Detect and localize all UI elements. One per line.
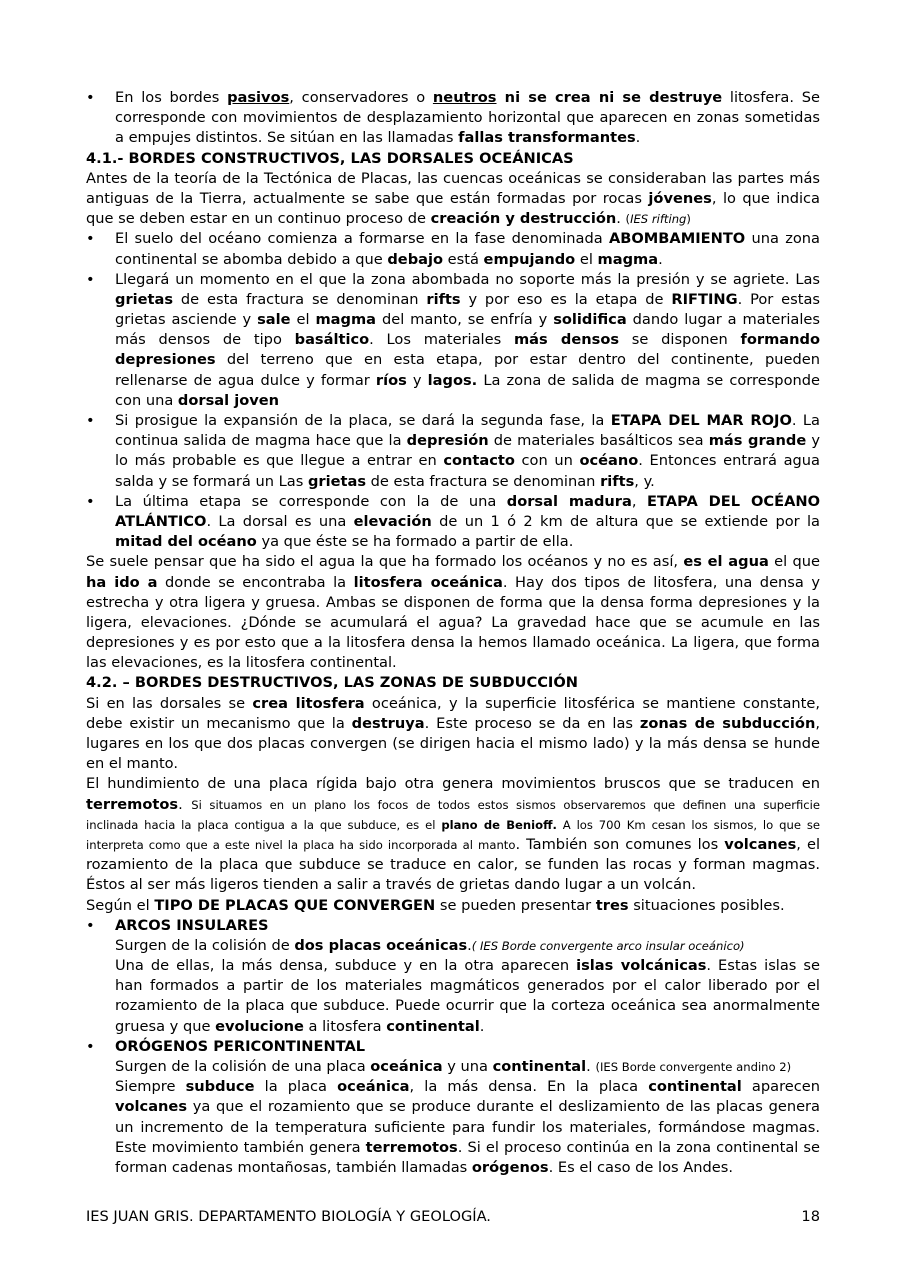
text-line: [86, 189, 820, 209]
line-text: Si en las dorsales se crea litosfera oceánica, y la superficie litosférica se mantiene constante,: [86, 694, 820, 712]
line-text: mitad del océano ya que éste se ha formado a partir de ella.: [115, 533, 574, 551]
text-line: [86, 1138, 820, 1158]
text-line: [86, 1017, 820, 1037]
section-heading: [86, 149, 820, 169]
line-text: Según el TIPO DE PLACAS QUE CONVERGEN se pueden presentar tres situaciones posibles.: [86, 896, 785, 914]
text-line: [86, 774, 820, 794]
line-text: Siempre subduce la placa oceánica, la más densa. En la placa continental aparecen: [115, 1078, 820, 1096]
line-text: 4.1.- BORDES CONSTRUCTIVOS, LAS DORSALES OCEÁNICAS: [86, 149, 574, 167]
text-line: [86, 754, 820, 774]
line-text: lugares en los que dos placas convergen (se dirigen hacia el mismo lado) y la más densa se hunde: [86, 735, 820, 752]
line-text: continental se abomba debido a que debajo está empujando el magma.: [115, 250, 663, 268]
line-text: Una de ellas, la más densa, subduce y en la otra aparecen islas volcánicas. Estas islas se: [115, 957, 820, 975]
text-line: [86, 1077, 820, 1097]
line-text: debe existir un mecanismo que la destruya. Este proceso se da en las zonas de subducción,: [86, 714, 820, 732]
line-text: El hundimiento de una placa rígida bajo otra genera movimientos bruscos que se traducen en: [86, 775, 820, 793]
line-text: un incremento de la temperatura suficiente para fundir los materiales, formándose magmas.: [115, 1118, 820, 1136]
text-line: [86, 855, 820, 875]
line-text: rozamiento de la placa que subduce. Puede ocurrir que la corteza oceánica sea anormalmente: [115, 997, 820, 1015]
text-line: [86, 956, 820, 976]
bullet-icon: •: [86, 492, 95, 510]
bullet-line: [86, 270, 820, 290]
text-line: [86, 835, 820, 855]
text-line: [86, 371, 820, 391]
line-text: han formados a partir de los materiales magmáticos generados por el calor liberado por el: [115, 977, 820, 995]
line-text: más densos de tipo basáltico. Los materiales más densos se disponen formando: [115, 331, 820, 349]
line-text: Este movimiento también genera terremotos. Si el proceso continúa en la zona continental se: [115, 1138, 820, 1156]
line-text: antiguas de la Tierra, actualmente se sabe que están formadas por rocas jóvenes, lo que indica: [86, 189, 820, 207]
text-line: [86, 1118, 820, 1138]
text-line: [86, 653, 820, 673]
text-line: [86, 391, 820, 411]
bullet-icon: •: [86, 270, 95, 288]
text-line: [86, 936, 820, 956]
line-text: depresiones del terreno que en esta etapa, por estar dentro del continente, pueden: [115, 351, 820, 369]
bullet-line: [86, 229, 820, 249]
line-text: Llegará un momento en el que la zona abombada no soporte más la presión y se agriete. Las: [115, 270, 820, 288]
line-text: inclinada hacia la placa contigua a la que subduce, es el plano de Benioff. A los 700 Km cesan los sismos, lo que se: [86, 817, 820, 832]
line-text: forman cadenas montañosas, también llamadas orógenos. Es el caso de los Andes.: [115, 1158, 733, 1176]
text-line: [86, 815, 820, 835]
text-line: [86, 128, 820, 148]
line-text: ARCOS INSULARES: [115, 916, 269, 934]
text-line: [86, 734, 820, 754]
text-line: [86, 1097, 820, 1117]
line-text: grietas de esta fractura se denominan rifts y por eso es la etapa de RIFTING. Por estas: [115, 290, 821, 308]
text-line: [86, 1057, 820, 1077]
text-line: [86, 996, 820, 1016]
line-text: continua salida de magma hace que la depresión de materiales basálticos sea más grande y: [115, 432, 820, 450]
text-line: [86, 209, 820, 229]
line-text: lo más probable es que llegue a entrar en contacto con un océano. Entonces entrará agua: [115, 452, 820, 470]
line-text: que se deben estar en un continuo proceso de creación y destrucción. (IES rifting): [86, 210, 691, 228]
line-text: El suelo del océano comienza a formarse en la fase denominada ABOMBAMIENTO una zona: [115, 230, 820, 248]
text-line: [86, 1158, 820, 1178]
bullet-icon: •: [86, 916, 95, 934]
line-text: Antes de la teoría de la Tectónica de Placas, las cuencas oceánicas se consideraban las partes más: [86, 169, 820, 187]
text-line: [86, 472, 820, 492]
line-text: Surgen de la colisión de dos placas oceánicas.( IES Borde convergente arco insular oceánico): [115, 936, 745, 954]
page-number: 18: [801, 1208, 820, 1225]
line-text: ORÓGENOS PERICONTINENTAL: [115, 1037, 366, 1055]
footer-text: IES JUAN GRIS. DEPARTAMENTO BIOLOGÍA Y GEOLOGÍA.: [86, 1208, 491, 1225]
text-line: [86, 431, 820, 451]
bullet-icon: •: [86, 89, 95, 106]
document-body: [86, 88, 820, 1178]
bullet-line: [86, 916, 820, 936]
line-text: volcanes ya que el rozamiento que se produce durante el deslizamiento de las placas genera: [115, 1098, 820, 1116]
line-text: salda y se formará un Las grietas de esta fractura se denominan rifts, y.: [115, 472, 655, 490]
line-text: ligera, elevaciones. ¿Dónde se acumulará el agua? La gravedad hace que se acumule en las: [86, 613, 820, 631]
page-footer: [86, 1207, 820, 1227]
line-text: En los bordes pasivos, conservadores o neutros ni se crea ni se destruye litosfera. Se: [115, 89, 820, 106]
line-text: Se suele pensar que ha sido el agua la que ha formado los océanos y no es así, es el agua el que: [86, 553, 820, 571]
text-line: [86, 310, 820, 330]
line-text: las elevaciones, es la litosfera continental.: [86, 654, 397, 672]
line-text: con una dorsal joven: [115, 391, 280, 409]
text-line: [86, 250, 820, 270]
line-text: Surgen de la colisión de una placa oceánica y una continental. (IES Borde convergente andino 2): [115, 1058, 792, 1075]
bullet-icon: •: [86, 412, 95, 429]
text-line: [86, 896, 820, 916]
text-line: [86, 552, 820, 572]
line-text: gruesa y que evolucione a litosfera continental.: [115, 1017, 485, 1035]
line-text: ATLÁNTICO. La dorsal es una elevación de un 1 ó 2 km de altura que se extiende por la: [115, 512, 820, 530]
bullet-line: [86, 492, 820, 512]
bullet-icon: •: [86, 1037, 95, 1055]
line-text: interpreta como que a este nivel la placa ha sido incorporada al manto. También son comunes los volcanes, el: [86, 835, 821, 853]
text-line: [86, 593, 820, 613]
text-line: [86, 573, 820, 593]
line-text: terremotos. Si situamos en un plano los focos de todos estos sismos observaremos que definen una superficie: [86, 795, 821, 813]
text-line: [86, 633, 820, 653]
line-text: rellenarse de agua dulce y formar ríos y lagos. La zona de salida de magma se corresponde: [115, 371, 820, 389]
text-line: [86, 694, 820, 714]
line-text: Éstos al ser más ligeros tienden a salir a través de grietas dando lugar a un volcán.: [86, 876, 697, 894]
line-text: grietas asciende y sale el magma del manto, se enfría y solidifica dando lugar a materiales: [115, 311, 821, 329]
line-text: estrecha y otra ligera y gruesa. Ambas se disponen de forma que la densa forma depresiones y la: [86, 593, 820, 611]
text-line: [86, 350, 820, 370]
line-text: La última etapa se corresponde con la de una dorsal madura, ETAPA DEL OCÉANO: [115, 492, 820, 510]
line-text: en el manto.: [86, 755, 178, 773]
text-line: [86, 976, 820, 996]
bullet-line: [86, 1037, 820, 1057]
line-text: corresponde con movimientos de desplazamiento horizontal que aparecen en zonas sometidas: [115, 109, 820, 127]
bullet-line: [86, 88, 820, 108]
text-line: [86, 290, 820, 310]
bullet-line: [86, 411, 820, 431]
text-line: [86, 875, 820, 895]
text-line: [86, 512, 820, 532]
text-line: [86, 330, 820, 350]
text-line: [86, 532, 820, 552]
line-text: rozamiento de la placa que subduce se traduce en calor, se funden las rocas y forman magmas.: [86, 856, 820, 874]
line-text: 4.2. – BORDES DESTRUCTIVOS, LAS ZONAS DE SUBDUCCIÓN: [86, 674, 578, 692]
bullet-icon: •: [86, 230, 95, 248]
section-heading: [86, 673, 820, 693]
text-line: [86, 795, 820, 815]
line-text: ha ido a donde se encontraba la litosfera oceánica. Hay dos tipos de litosfera, una densa y: [86, 573, 820, 591]
text-line: [86, 169, 820, 189]
text-line: [86, 714, 820, 734]
text-line: [86, 451, 820, 471]
text-line: [86, 613, 820, 633]
line-text: depresiones y es por esto que a la litosfera densa la hemos llamado oceánica. La ligera, que forma: [86, 634, 820, 652]
line-text: Si prosigue la expansión de la placa, se dará la segunda fase, la ETAPA DEL MAR ROJO. La: [115, 412, 820, 429]
text-line: [86, 108, 820, 128]
line-text: a empujes distintos. Se sitúan en las llamadas fallas transformantes.: [115, 129, 641, 147]
